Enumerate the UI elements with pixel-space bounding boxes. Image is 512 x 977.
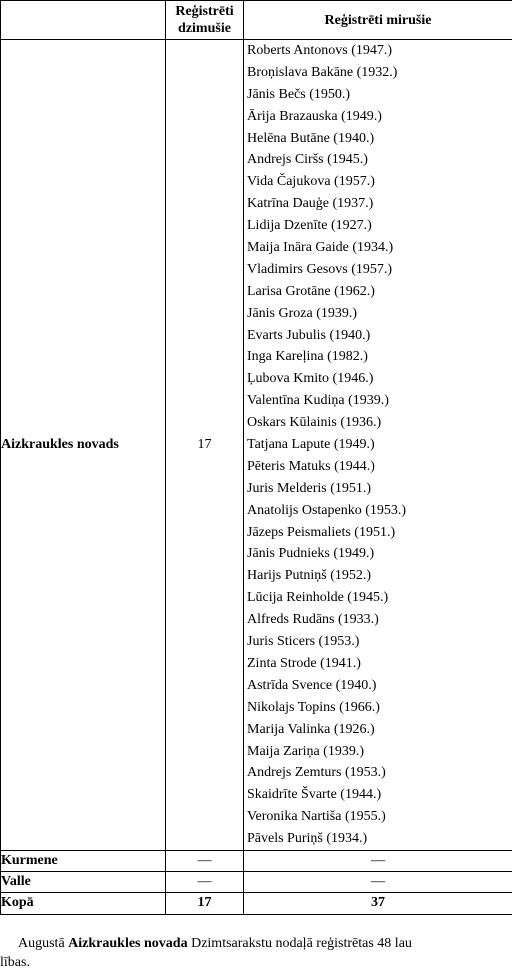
row-deaths: — (244, 850, 512, 871)
region-name: Aizkraukles novads (1, 40, 166, 851)
footer-prefix: Augustā (18, 936, 69, 951)
region-births: 17 (166, 40, 244, 851)
list-item: Jānis Bečs (1950.) (247, 86, 351, 102)
list-item: Anatolijs Ostapenko (1953.) (247, 502, 407, 518)
header-births (166, 1, 244, 40)
header-row (1, 1, 512, 40)
region-deaths-cell (244, 40, 512, 851)
list-item: Lūcija Reinholde (1945.) (247, 590, 389, 606)
list-item: Zinta Strode (1941.) (247, 655, 361, 671)
list-item: Katrīna Dauģe (1937.) (247, 196, 374, 212)
header-empty (1, 1, 166, 40)
list-item: Alfreds Rudāns (1933.) (247, 612, 379, 628)
list-item: Tatjana Lapute (1949.) (247, 437, 375, 453)
list-item: Juris Sticers (1953.) (247, 634, 360, 650)
row-name: Valle (1, 871, 166, 892)
list-item: Andrejs Zemturs (1953.) (247, 765, 386, 781)
list-item: Maija Ināra Gaide (1934.) (247, 240, 394, 256)
list-item: Vladimirs Gesovs (1957.) (247, 261, 393, 277)
footer-text-line2: lības. (0, 955, 30, 970)
footer-paragraph (0, 934, 512, 972)
row-births: — (166, 850, 244, 871)
deaths-list (244, 40, 512, 850)
list-item: Roberts Antonovs (1947.) (247, 43, 393, 58)
table-row-kurmene (1, 850, 512, 871)
row-births: — (166, 871, 244, 892)
list-item: Ārija Brazauska (1949.) (247, 108, 382, 124)
list-item: Maija Zariņa (1939.) (247, 743, 365, 759)
table-row-total (1, 892, 512, 914)
list-item: Broņislava Bakāne (1932.) (247, 64, 398, 80)
list-item: Jānis Groza (1939.) (247, 305, 358, 321)
list-item: Larisa Grotāne (1962.) (247, 283, 375, 299)
table-row-region (1, 40, 512, 851)
row-name: Kurmene (1, 850, 166, 871)
list-item: Helēna Butāne (1940.) (247, 130, 375, 146)
list-item: Vida Čajukova (1957.) (247, 174, 375, 190)
list-item: Ļubova Kmito (1946.) (247, 371, 374, 387)
list-item: Andrejs Ciršs (1945.) (247, 152, 368, 168)
footer-text-line1: Dzimtsarakstu nodaļā reģistrētas 48 lau (187, 936, 412, 951)
list-item: Veronika Nartiša (1955.) (247, 809, 386, 825)
row-deaths: — (244, 871, 512, 892)
header-deaths: Reģistrēti mirušie (244, 1, 512, 40)
list-item: Valentīna Kudiņa (1939.) (247, 393, 389, 409)
list-item: Marija Valinka (1926.) (247, 721, 375, 737)
list-item: Jānis Pudnieks (1949.) (247, 546, 375, 562)
list-item: Oskars Kūlainis (1936.) (247, 415, 382, 431)
table-row-valle (1, 871, 512, 892)
list-item: Evarts Jubulis (1940.) (247, 327, 371, 343)
list-item: Pāvels Puriņš (1934.) (247, 831, 368, 847)
list-item: Juris Melderis (1951.) (247, 480, 372, 496)
list-item: Skaidrīte Švarte (1944.) (247, 787, 382, 803)
list-item: Lidija Dzenīte (1927.) (247, 218, 372, 234)
header-births-line2: dzimušie (178, 21, 231, 36)
list-item: Jāzeps Peismaliets (1951.) (247, 524, 396, 540)
footer-bold-region: Aizkraukles novada (68, 936, 188, 951)
list-item: Harijs Putniņš (1952.) (247, 568, 372, 584)
list-item: Astrīda Svence (1940.) (247, 677, 377, 693)
list-item: Nikolajs Topins (1966.) (247, 699, 380, 715)
list-item: Inga Kareļina (1982.) (247, 349, 368, 365)
total-label: Kopā (1, 892, 166, 914)
total-deaths: 37 (244, 892, 512, 914)
list-item: Pēteris Matuks (1944.) (247, 458, 375, 474)
total-births: 17 (166, 892, 244, 914)
header-births-line1: Reģistrēti (175, 4, 234, 19)
